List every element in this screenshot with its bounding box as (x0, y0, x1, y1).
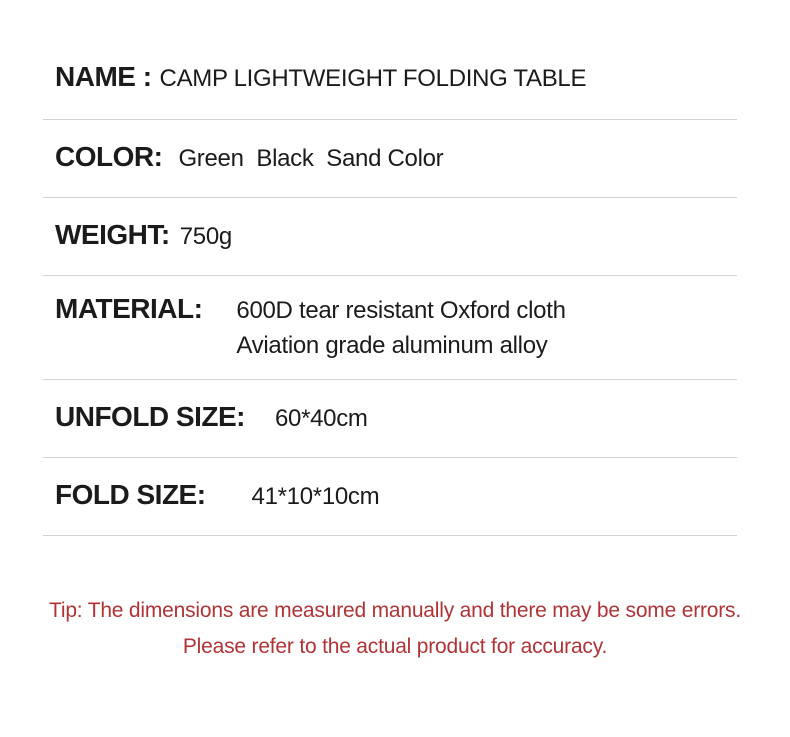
spec-row-weight (43, 198, 737, 276)
spec-row-color (43, 120, 737, 198)
fold-size-value: 41*10*10cm (251, 483, 380, 510)
spec-row-material (43, 276, 737, 380)
material-value-line-1: 600D tear resistant Oxford cloth (236, 297, 566, 324)
tip-line-2: Please refer to the actual product for accuracy. (182, 635, 608, 658)
material-value-line-2: Aviation grade aluminum alloy (236, 332, 548, 359)
spec-row-fold-size (43, 458, 737, 536)
color-value: Green Black Sand Color (178, 145, 444, 172)
unfold-size-value: 60*40cm (275, 405, 368, 432)
spec-row-unfold-size (43, 380, 737, 458)
fold-size-label: FOLD SIZE: (55, 479, 206, 510)
material-label: MATERIAL: (55, 293, 203, 324)
weight-value: 750g (179, 223, 232, 250)
tip-line-1: Tip: The dimensions are measured manually and there may be some errors. (49, 599, 741, 622)
tip-note (0, 593, 790, 665)
material-value (236, 293, 565, 363)
color-label: COLOR: (55, 141, 163, 172)
spec-row-name (43, 0, 737, 120)
unfold-size-label: UNFOLD SIZE: (55, 401, 245, 432)
name-value: CAMP LIGHTWEIGHT FOLDING TABLE (159, 65, 587, 92)
name-label: NAME : (55, 61, 152, 92)
weight-label: WEIGHT: (55, 219, 170, 250)
